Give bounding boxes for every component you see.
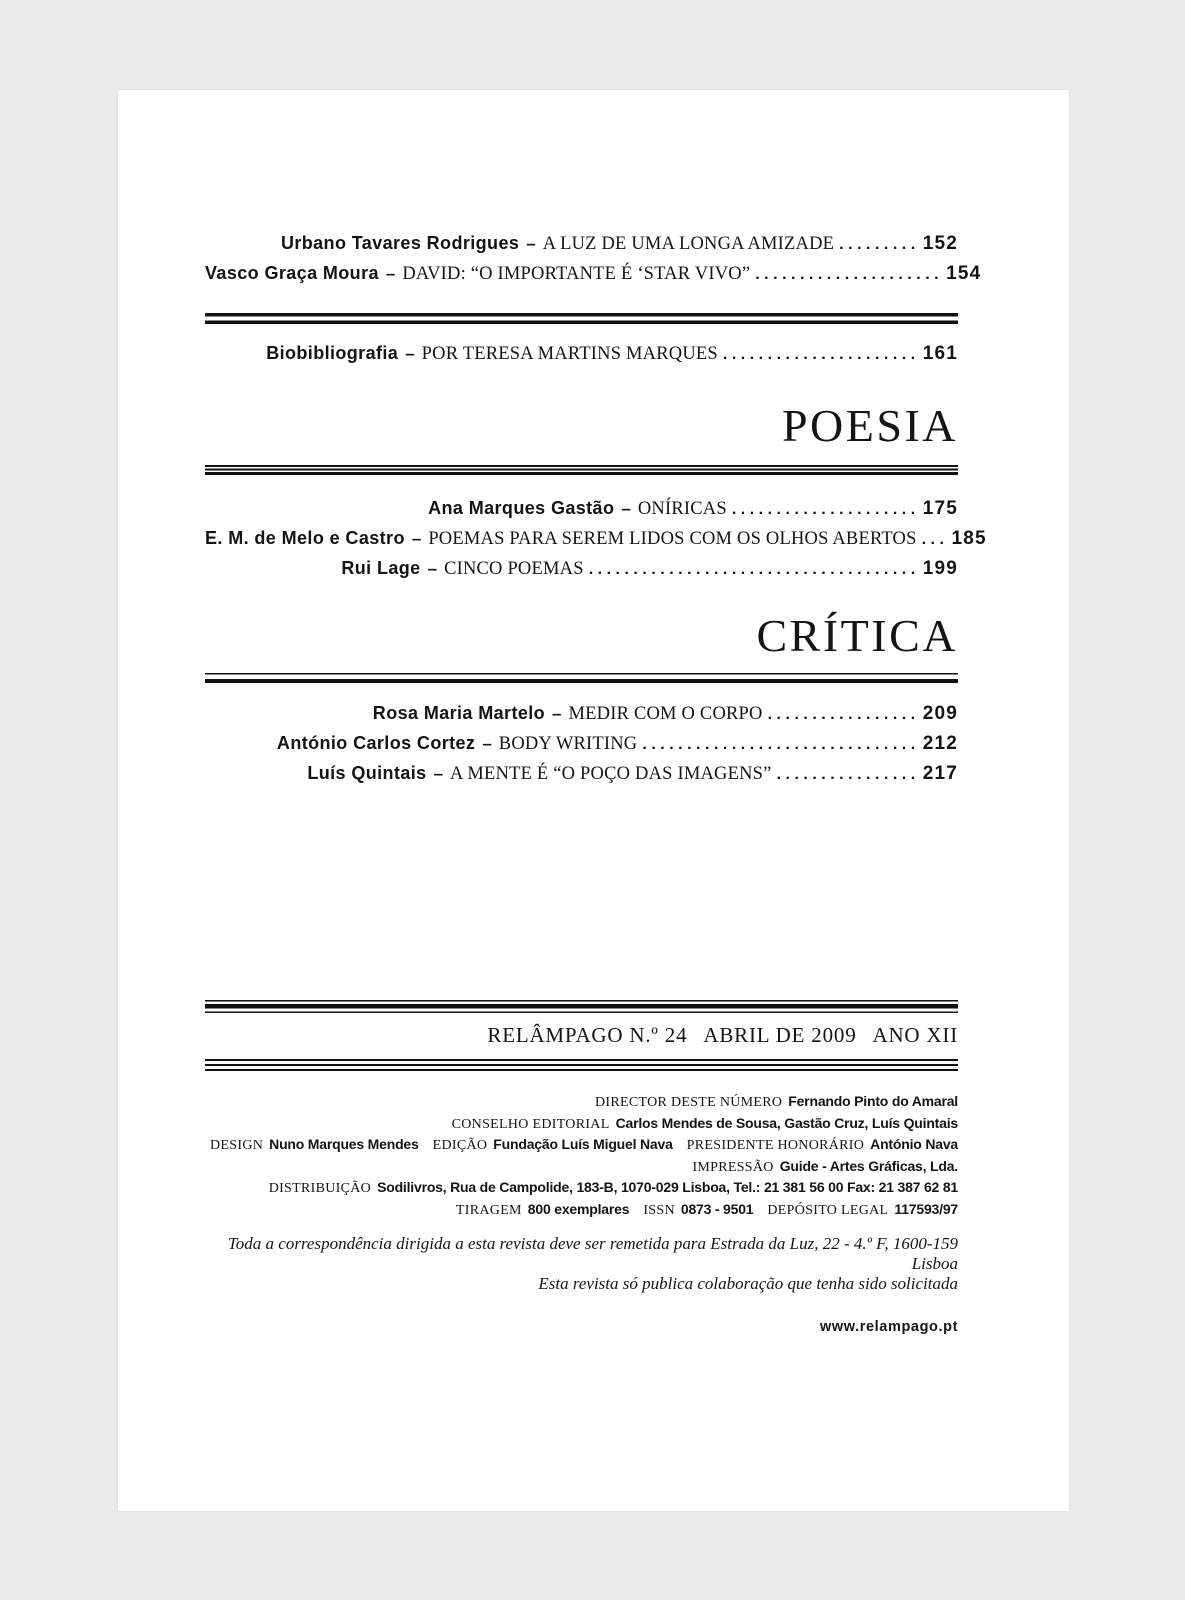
entry-author: Luís Quintais <box>307 763 427 783</box>
colophon-label: DESIGN <box>210 1138 264 1153</box>
toc-entry <box>205 228 958 258</box>
section-heading-poesia: POESIA <box>781 400 958 451</box>
entry-author: Rosa Maria Martelo <box>372 703 546 723</box>
toc-entry <box>205 258 982 288</box>
entry-title: DAVID: “O IMPORTANTE É ‘STAR VIVO” <box>402 264 751 284</box>
section-divider <box>205 313 958 324</box>
entry-page-number: 209 <box>922 703 958 724</box>
toc-entry <box>205 553 958 583</box>
dot-leader: ................. <box>767 706 920 723</box>
colophon-label: PRESIDENTE HONORÁRIO <box>686 1138 865 1153</box>
colophon-label: DIRECTOR DESTE NÚMERO <box>595 1095 783 1110</box>
entry-author: Rui Lage <box>341 558 421 578</box>
toc-entry <box>205 493 958 523</box>
entry-page-number: 185 <box>951 528 987 549</box>
entry-title: A LUZ DE UMA LONGA AMIZADE <box>542 234 835 254</box>
issue-name-number: RELÂMPAGO N.º 24 <box>487 1023 688 1047</box>
dash-separator: – <box>385 264 396 283</box>
colophon-label: TIRAGEM <box>455 1202 522 1218</box>
dash-separator: – <box>482 734 492 753</box>
colophon-label: CONSELHO EDITORIAL <box>451 1116 610 1132</box>
issue-divider-top <box>205 1000 958 1013</box>
entry-page-number: 217 <box>922 763 958 784</box>
toc-entry <box>205 758 958 788</box>
entry-page-number: 161 <box>922 343 958 364</box>
colophon-label: IMPRESSÃO <box>692 1159 774 1175</box>
colophon-line <box>205 1091 958 1113</box>
dash-separator: – <box>552 704 562 723</box>
section-divider <box>205 673 958 683</box>
colophon-label: EDIÇÃO <box>432 1138 488 1153</box>
entry-page-number: 154 <box>946 263 982 284</box>
colophon-label: ISSN <box>643 1202 675 1218</box>
entry-author: Biobibliografia <box>266 343 399 363</box>
entry-title: POR TERESA MARTINS MARQUES <box>421 344 718 364</box>
page-content <box>205 90 987 1511</box>
colophon-value: 0873 - 9501 <box>680 1200 754 1217</box>
magazine-contents-page <box>118 90 1069 1511</box>
entry-title: CINCO POEMAS <box>444 559 584 579</box>
entry-author: Ana Marques Gastão <box>428 498 615 518</box>
dot-leader: ......... <box>839 236 920 253</box>
entry-title: A MENTE É “O POÇO DAS IMAGENS” <box>450 764 772 784</box>
toc-section-top <box>205 228 982 288</box>
colophon-value: Fernando Pinto do Amaral <box>788 1093 958 1109</box>
colophon-line <box>205 1134 958 1156</box>
entry-author: Vasco Graça Moura <box>205 263 379 283</box>
toc-section-biobibliografia <box>205 338 958 368</box>
colophon-value: Guide - Artes Gráficas, Lda. <box>779 1157 958 1174</box>
entry-page-number: 199 <box>922 558 958 579</box>
colophon-value: Sodilivros, Rua de Campolide, 183-B, 1070-029 Lisboa, Tel.: 21 381 56 00 Fax: 21 387 62 81 <box>377 1179 958 1195</box>
dash-separator: – <box>433 764 444 783</box>
colophon-value: 117593/97 <box>894 1200 958 1217</box>
colophon-value: 800 exemplares <box>527 1200 630 1217</box>
website-url: www.relampago.pt <box>820 1319 958 1335</box>
issue-date: ABRIL DE 2009 <box>703 1023 857 1047</box>
colophon-label: DEPÓSITO LEGAL <box>767 1202 889 1218</box>
dot-leader: ..................... <box>731 501 920 518</box>
issue-info-line <box>205 1022 958 1048</box>
dot-leader: ..................................... <box>588 561 920 578</box>
entry-title: BODY WRITING <box>498 734 638 754</box>
entry-title: ONÍRICAS <box>637 499 727 519</box>
dash-separator: – <box>405 344 415 363</box>
dash-separator: – <box>427 559 438 578</box>
entry-author: António Carlos Cortez <box>276 733 476 753</box>
dash-separator: – <box>411 529 422 548</box>
correspondence-note <box>205 1234 958 1294</box>
colophon-value: Fundação Luís Miguel Nava <box>493 1136 673 1152</box>
note-line-1: Toda a correspondência dirigida a esta revista deve ser remetida para Estrada da Luz, 22 - 4.º F, 1600-159 Lisboa <box>227 1234 958 1273</box>
colophon-line <box>205 1177 958 1199</box>
section-divider <box>205 465 958 475</box>
entry-title: POEMAS PARA SEREM LIDOS COM OS OLHOS ABERTOS <box>428 529 917 549</box>
dash-separator: – <box>621 499 631 518</box>
toc-section-poesia <box>205 493 987 583</box>
toc-entry <box>205 698 958 728</box>
toc-entry <box>205 338 958 368</box>
dot-leader: ...................... <box>722 346 920 363</box>
entry-title: MEDIR COM O CORPO <box>568 704 763 724</box>
dot-leader: ................ <box>776 766 920 783</box>
colophon-value: Carlos Mendes de Sousa, Gastão Cruz, Luís Quintais <box>615 1114 958 1131</box>
entry-author: E. M. de Melo e Castro <box>205 528 405 548</box>
entry-page-number: 175 <box>922 498 958 519</box>
colophon-line <box>205 1156 958 1178</box>
note-line-2: Esta revista só publica colaboração que tenha sido solicitada <box>538 1274 958 1293</box>
issue-year: ANO XII <box>872 1023 958 1047</box>
entry-page-number: 152 <box>922 233 958 254</box>
dot-leader: ..................... <box>755 266 944 283</box>
colophon-value: António Nava <box>870 1136 958 1152</box>
toc-entry <box>205 728 958 758</box>
colophon-line <box>205 1199 958 1221</box>
colophon-value: Nuno Marques Mendes <box>269 1136 419 1152</box>
dot-leader: ... <box>921 531 949 548</box>
colophon-label: DISTRIBUIÇÃO <box>268 1181 372 1196</box>
colophon-line <box>205 1113 958 1135</box>
section-heading-critica: CRÍTICA <box>756 610 958 661</box>
issue-divider-bottom <box>205 1059 958 1071</box>
entry-page-number: 212 <box>922 733 958 754</box>
toc-section-critica <box>205 698 958 788</box>
entry-author: Urbano Tavares Rodrigues <box>280 233 520 253</box>
colophon <box>205 1091 958 1220</box>
dot-leader: ............................... <box>642 736 920 753</box>
toc-entry <box>205 523 987 553</box>
dash-separator: – <box>526 234 536 253</box>
